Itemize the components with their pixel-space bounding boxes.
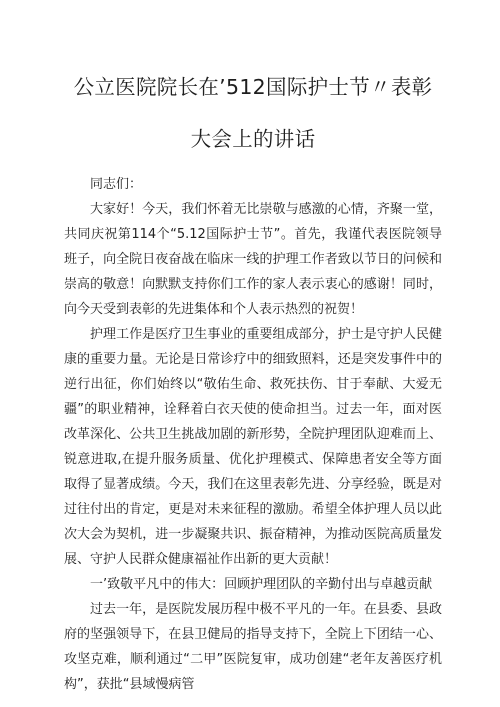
document-title-line-1: 公立医院院长在’512国际护士节〃表彰: [73, 75, 433, 99]
paragraph-review: 过去一年，是医院发展历程中极不平凡的一年。在县委、县政府的坚强领导下，在县卫健局的指导支持下，全院上下团结一心、攻坚克难，顺利通过“二甲”医院复审，成功创建“老年友善医疗机构”，获批“县域慢病管: [64, 602, 442, 692]
document-title-line-2: 大会上的讲话: [190, 127, 316, 151]
salutation: 同志们：: [90, 177, 143, 192]
paragraph-nursing-role: 护理工作是医疗卫生事业的重要组成部分，护士是守护人民健康的重要力量。无论是日常诊疗中的细致照料，还是突发事件中的逆行出征，你们始终以“敬佑生命、救死扶伤、甘于奉献、大爱无疆”的职业精神，诠释着白衣天使的使命担当。过去一年，面对医改革深化、公共卫生挑战加剧的新形势，全院护理团队迎难而上、锐意进取,在提升服务质量、优化护理模式、保障患者安全等方面取得了显著成绩。今天，我们在这里表彰先进、分享经验，既是对过往付出的肯定，更是对未来征程的激励。希望全体护理人员以此次大会为契机，进一步凝聚共识、振奋精神，为推动医院高质量发展、守护人民群众健康福祉作出新的更大贡献！: [64, 327, 442, 567]
paragraph-greeting: 大家好！今天，我们怀着无比崇敬与感激的心情，齐聚一堂，共同庆祝第114个“5.12国际护士节”。首先，我谨代表医院领导班子，向全院日夜奋战在临床一线的护理工作者致以节日的问候和崇高的敬意！向默默支持你们工作的家人表示衷心的感谢！同时，向今天受到表彰的先进集体和个人表示热烈的祝贺！: [64, 202, 442, 317]
section-heading: 一’致敬平凡中的伟大：回顾护理团队的辛勤付出与卓越贡献: [90, 577, 433, 592]
